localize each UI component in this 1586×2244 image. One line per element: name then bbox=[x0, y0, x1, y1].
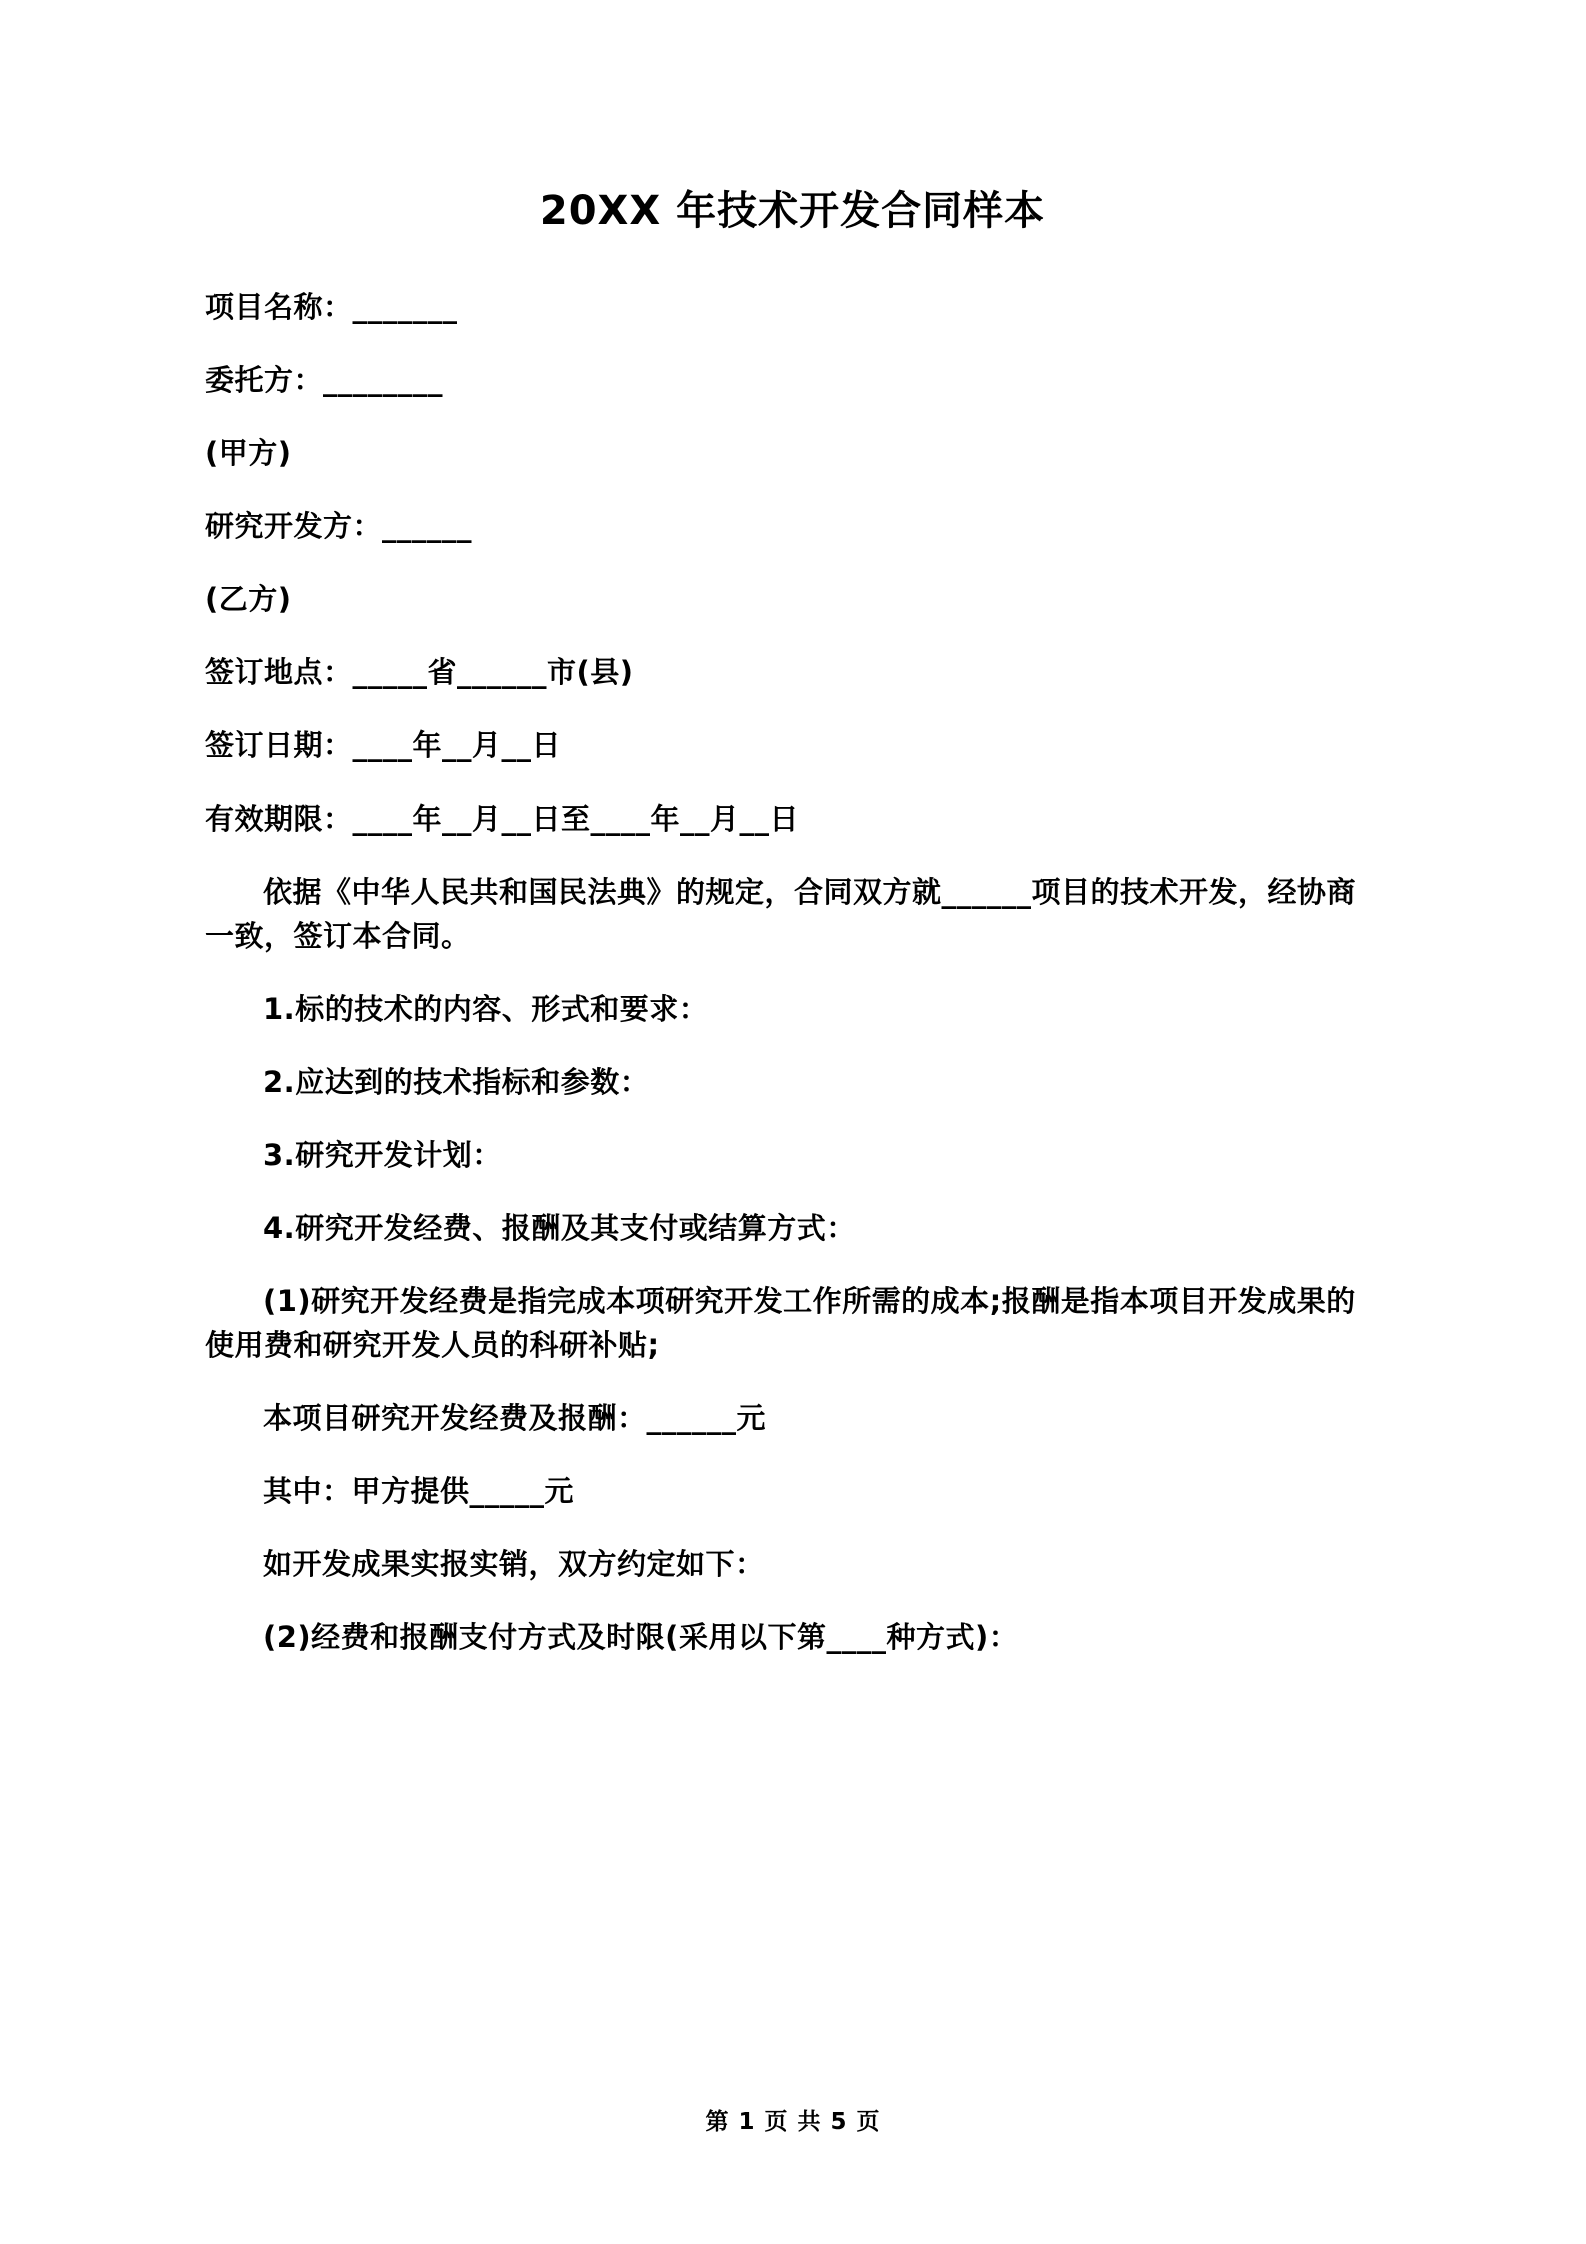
paragraph-reimbursement: 如开发成果实报实销，双方约定如下： bbox=[263, 1547, 765, 1582]
page-title: 20XX 年技术开发合同样本 bbox=[539, 188, 1046, 234]
document-body bbox=[205, 185, 1380, 1689]
paragraph-signing-place: 签订地点：_____省______市(县) bbox=[205, 655, 634, 690]
paragraph-clause-2: 2.应达到的技术指标和参数： bbox=[263, 1064, 650, 1099]
paragraph-clause-4: 4.研究开发经费、报酬及其支付或结算方式： bbox=[263, 1211, 856, 1246]
paragraph-party-b-label: (乙方) bbox=[205, 582, 292, 617]
paragraph-party-a-label: (甲方) bbox=[205, 436, 292, 471]
paragraph-legal-basis: 依据《中华人民共和国民法典》的规定，合同双方就______项目的技术开发，经协商一致，签订本合同。 bbox=[205, 874, 1357, 953]
paragraph-clause-4-2: (2)经费和报酬支付方式及时限(采用以下第____种方式)： bbox=[263, 1620, 1019, 1655]
paragraph-clause-1: 1.标的技术的内容、形式和要求： bbox=[263, 991, 709, 1026]
paragraph-project-name: 项目名称：_______ bbox=[205, 290, 458, 324]
paragraph-total-funding: 本项目研究开发经费及报酬：______元 bbox=[263, 1401, 767, 1436]
page-footer: 第 1 页 共 5 页 bbox=[705, 2109, 881, 2135]
paragraph-client-party: 委托方：________ bbox=[205, 363, 444, 398]
paragraph-valid-period: 有效期限：____年__月__日至____年__月__日 bbox=[205, 801, 800, 836]
paragraph-developer-party: 研究开发方：______ bbox=[205, 509, 473, 544]
paragraph-signing-date: 签订日期：____年__月__日 bbox=[205, 728, 562, 763]
paragraph-party-a-funding: 其中：甲方提供_____元 bbox=[263, 1474, 575, 1509]
paragraph-clause-3: 3.研究开发计划： bbox=[263, 1137, 502, 1172]
paragraph-clause-4-1: (1)研究开发经费是指完成本项研究开发工作所需的成本;报酬是指本项目开发成果的使用费和研究开发人员的科研补贴; bbox=[205, 1284, 1356, 1363]
